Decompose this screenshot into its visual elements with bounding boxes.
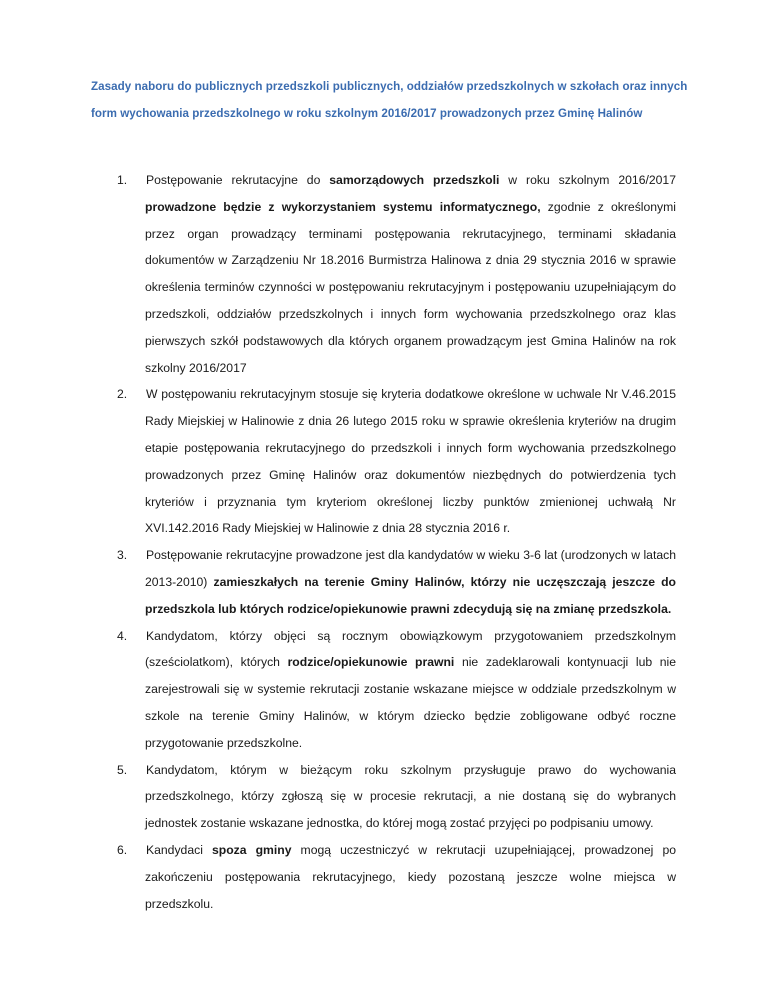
list-item xyxy=(0,837,768,917)
list-item xyxy=(0,167,768,381)
list-item xyxy=(0,623,768,757)
item-number: 6. xyxy=(117,842,128,857)
item-number: 3. xyxy=(117,548,128,563)
item-text: W postępowaniu rekrutacyjnym stosuje się kryteria dodatkowe określone w uchwale Nr V.46.2015 Rady Miejskiej w Halinowie z dnia 26 lutego 2015 roku w sprawie określenia kryteriów na drugim etapie postępowania rekrutacyjnego do przedszkoli i innych form wychowania przedszkolnego prowadzonych przez Gminę Halinów oraz dokumentów niezbędnych do potwierdzenia tych kryteriów i przyznania tym kryteriom określonej liczby punktów zmienionej uchwałą Nr XVI.142.2016 Rady Miejskiej w Halinowie z dnia 28 stycznia 2016 r. xyxy=(145,387,676,536)
item-text: Kandydatom, którym w bieżącym roku szkolnym przysługuje prawo do wychowania przedszkolnego, którzy zgłoszą się w procesie rekrutacji, a nie dostaną się do wybranych jednostek zostanie wskazane jednostka, do której mogą zostać przyjęci po podpisaniu umowy. xyxy=(145,762,676,831)
list-item xyxy=(0,757,768,837)
list-item xyxy=(0,381,768,542)
document-title: Zasady naboru do publicznych przedszkoli publicznych, oddziałów przedszkolnych w szkołach oraz innych form wychowania przedszkolnego w roku szkolnym 2016/2017 prowadzonych przez Gminę Halinów xyxy=(91,80,688,120)
item-number: 4. xyxy=(117,628,128,643)
rules-list xyxy=(0,167,768,917)
item-text: Postępowanie rekrutacyjne do samorządowych przedszkoli w roku szkolnym 2016/2017 prowadzone będzie z wykorzystaniem systemu informatycznego, zgodnie z określonymi przez organ prowadzący terminami postępowania rekrutacyjnego, terminami składania dokumentów w Zarządzeniu Nr 18.2016 Burmistrza Halinowa z dnia 29 stycznia 2016 w sprawie określenia terminów czynności w postępowaniu rekrutacyjnym i postępowaniu uzupełniającym do przedszkoli, oddziałów przedszkolnych i innych form wychowania przedszkolnego oraz klas pierwszych szkół podstawowych dla których organem prowadzącym jest Gmina Halinów na rok szkolny 2016/2017 xyxy=(145,173,676,375)
item-number: 1. xyxy=(117,173,128,187)
item-text: Kandydaci spoza gminy mogą uczestniczyć w rekrutacji uzupełniającej, prowadzonej po zakończeniu postępowania rekrutacyjnego, kiedy pozostaną jeszcze wolne miejsca w przedszkolu. xyxy=(145,842,676,911)
item-text: Kandydatom, którzy objęci są rocznym obowiązkowym przygotowaniem przedszkolnym (sześciolatkom), których rodzice/opiekunowie prawni nie zadeklarowali kontynuacji lub nie zarejestrowali się w systemie rekrutacji zostanie wskazane miejsce w oddziale przedszkolnym w szkole na terenie Gminy Halinów, w którym dziecko będzie zobligowane odbyć roczne przygotowanie przedszkolne. xyxy=(145,628,677,750)
item-number: 2. xyxy=(117,387,128,402)
item-text: Postępowanie rekrutacyjne prowadzone jest dla kandydatów w wieku 3-6 lat (urodzonych w latach 2013-2010) zamieszkałych na terenie Gminy Halinów, którzy nie uczęszczają jeszcze do przedszkola lub których rodzice/opiekunowie prawni zdecydują się na zmianę przedszkola. xyxy=(145,548,676,616)
list-item xyxy=(0,542,768,622)
item-number: 5. xyxy=(117,762,128,777)
